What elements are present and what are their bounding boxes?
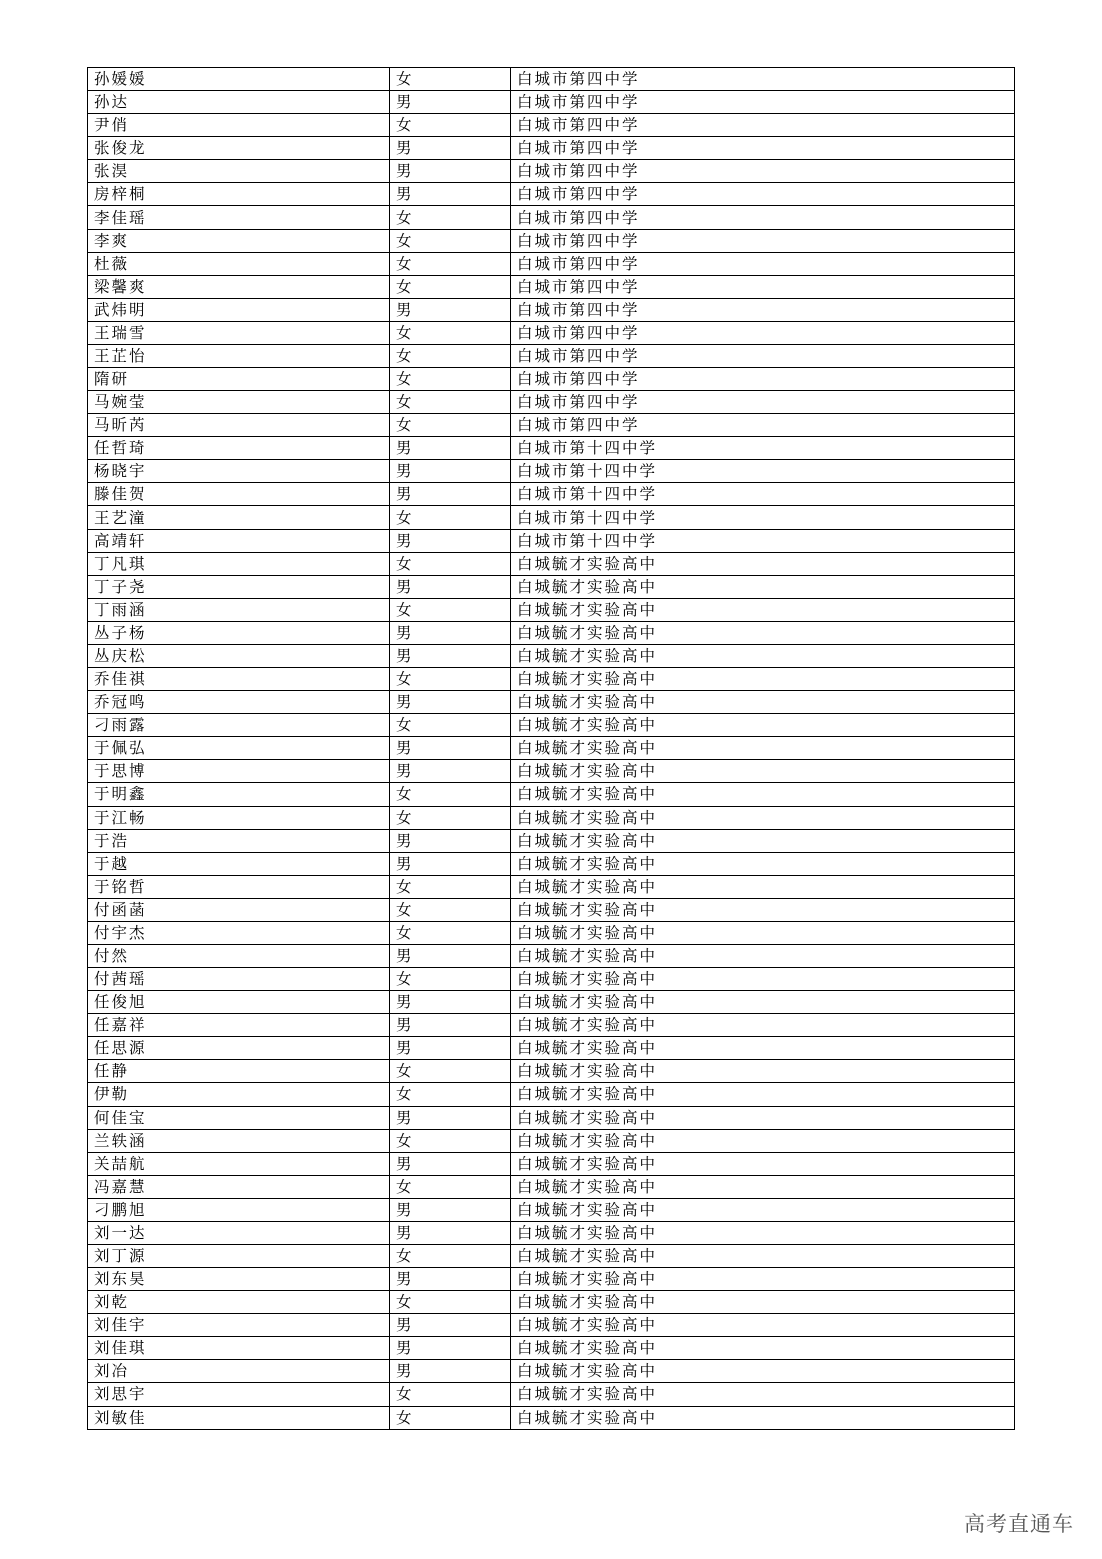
gender-cell: 男 (390, 852, 511, 875)
gender-cell: 女 (390, 1244, 511, 1267)
table-row (88, 598, 1015, 621)
table-row (88, 783, 1015, 806)
table-row (88, 575, 1015, 598)
school-cell: 白城市第四中学 (511, 160, 1015, 183)
gender-cell: 男 (390, 737, 511, 760)
gender-cell: 女 (390, 1383, 511, 1406)
school-cell: 白城毓才实验高中 (511, 1291, 1015, 1314)
school-cell: 白城毓才实验高中 (511, 852, 1015, 875)
student-name-cell: 王芷怡 (88, 344, 390, 367)
student-name-cell: 刘佳宇 (88, 1314, 390, 1337)
table-row (88, 1406, 1015, 1429)
table-row (88, 760, 1015, 783)
gender-cell: 男 (390, 1014, 511, 1037)
gender-cell: 男 (390, 1152, 511, 1175)
school-cell: 白城市第四中学 (511, 206, 1015, 229)
student-name-cell: 刘乾 (88, 1291, 390, 1314)
school-cell: 白城市第四中学 (511, 91, 1015, 114)
table-row (88, 968, 1015, 991)
table-row (88, 552, 1015, 575)
school-cell: 白城毓才实验高中 (511, 621, 1015, 644)
student-name-cell: 刘敏佳 (88, 1406, 390, 1429)
student-name-cell: 丁雨涵 (88, 598, 390, 621)
student-name-cell: 丛子杨 (88, 621, 390, 644)
school-cell: 白城市第四中学 (511, 321, 1015, 344)
table-row (88, 829, 1015, 852)
school-cell: 白城毓才实验高中 (511, 575, 1015, 598)
school-cell: 白城毓才实验高中 (511, 829, 1015, 852)
gender-cell: 女 (390, 898, 511, 921)
student-name-cell: 李爽 (88, 229, 390, 252)
school-cell: 白城毓才实验高中 (511, 1406, 1015, 1429)
school-cell: 白城毓才实验高中 (511, 1106, 1015, 1129)
school-cell: 白城市第十四中学 (511, 529, 1015, 552)
school-cell: 白城毓才实验高中 (511, 1037, 1015, 1060)
watermark-text: 高考直通车 (964, 1512, 1074, 1536)
student-name-cell: 刁鹏旭 (88, 1198, 390, 1221)
student-name-cell: 杨晓宇 (88, 460, 390, 483)
roster-body (88, 68, 1015, 1430)
table-row (88, 1083, 1015, 1106)
student-name-cell: 于明鑫 (88, 783, 390, 806)
gender-cell: 女 (390, 598, 511, 621)
school-cell: 白城市第四中学 (511, 68, 1015, 91)
student-name-cell: 高靖轩 (88, 529, 390, 552)
table-row (88, 1129, 1015, 1152)
gender-cell: 男 (390, 1360, 511, 1383)
gender-cell: 男 (390, 1198, 511, 1221)
gender-cell: 女 (390, 1060, 511, 1083)
gender-cell: 女 (390, 229, 511, 252)
table-row (88, 1360, 1015, 1383)
school-cell: 白城毓才实验高中 (511, 1083, 1015, 1106)
student-name-cell: 刘丁源 (88, 1244, 390, 1267)
school-cell: 白城毓才实验高中 (511, 644, 1015, 667)
gender-cell: 男 (390, 691, 511, 714)
gender-cell: 女 (390, 114, 511, 137)
gender-cell: 男 (390, 160, 511, 183)
gender-cell: 女 (390, 714, 511, 737)
student-name-cell: 付宇杰 (88, 921, 390, 944)
school-cell: 白城市第四中学 (511, 391, 1015, 414)
student-name-cell: 兰轶涵 (88, 1129, 390, 1152)
school-cell: 白城毓才实验高中 (511, 921, 1015, 944)
school-cell: 白城毓才实验高中 (511, 875, 1015, 898)
school-cell: 白城毓才实验高中 (511, 1244, 1015, 1267)
gender-cell: 女 (390, 1406, 511, 1429)
student-name-cell: 王艺潼 (88, 506, 390, 529)
gender-cell: 男 (390, 91, 511, 114)
gender-cell: 女 (390, 321, 511, 344)
student-name-cell: 何佳宝 (88, 1106, 390, 1129)
gender-cell: 男 (390, 460, 511, 483)
student-name-cell: 丛庆松 (88, 644, 390, 667)
table-row (88, 1337, 1015, 1360)
table-row (88, 414, 1015, 437)
student-name-cell: 武炜明 (88, 298, 390, 321)
table-row (88, 944, 1015, 967)
school-cell: 白城毓才实验高中 (511, 552, 1015, 575)
gender-cell: 男 (390, 437, 511, 460)
student-name-cell: 于佩弘 (88, 737, 390, 760)
gender-cell: 男 (390, 1037, 511, 1060)
gender-cell: 女 (390, 968, 511, 991)
student-name-cell: 关喆航 (88, 1152, 390, 1175)
gender-cell: 男 (390, 1314, 511, 1337)
student-name-cell: 刘佳琪 (88, 1337, 390, 1360)
school-cell: 白城毓才实验高中 (511, 1268, 1015, 1291)
gender-cell: 女 (390, 344, 511, 367)
school-cell: 白城市第四中学 (511, 344, 1015, 367)
student-name-cell: 刘思宇 (88, 1383, 390, 1406)
gender-cell: 男 (390, 1337, 511, 1360)
school-cell: 白城毓才实验高中 (511, 783, 1015, 806)
student-name-cell: 梁馨爽 (88, 275, 390, 298)
school-cell: 白城毓才实验高中 (511, 1152, 1015, 1175)
school-cell: 白城市第十四中学 (511, 483, 1015, 506)
school-cell: 白城毓才实验高中 (511, 1014, 1015, 1037)
table-row (88, 714, 1015, 737)
gender-cell: 女 (390, 921, 511, 944)
school-cell: 白城毓才实验高中 (511, 1337, 1015, 1360)
table-row (88, 991, 1015, 1014)
table-row (88, 68, 1015, 91)
school-cell: 白城市第四中学 (511, 229, 1015, 252)
table-row (88, 668, 1015, 691)
school-cell: 白城市第四中学 (511, 252, 1015, 275)
student-name-cell: 刘冶 (88, 1360, 390, 1383)
table-row (88, 368, 1015, 391)
table-row (88, 806, 1015, 829)
school-cell: 白城市第四中学 (511, 183, 1015, 206)
table-row (88, 460, 1015, 483)
school-cell: 白城毓才实验高中 (511, 991, 1015, 1014)
table-row (88, 483, 1015, 506)
student-name-cell: 尹俏 (88, 114, 390, 137)
school-cell: 白城市第四中学 (511, 137, 1015, 160)
table-row (88, 1314, 1015, 1337)
gender-cell: 女 (390, 252, 511, 275)
gender-cell: 男 (390, 991, 511, 1014)
gender-cell: 男 (390, 483, 511, 506)
table-row (88, 391, 1015, 414)
gender-cell: 女 (390, 391, 511, 414)
school-cell: 白城毓才实验高中 (511, 806, 1015, 829)
student-name-cell: 张淏 (88, 160, 390, 183)
student-name-cell: 张俊龙 (88, 137, 390, 160)
school-cell: 白城市第十四中学 (511, 437, 1015, 460)
student-name-cell: 冯嘉慧 (88, 1175, 390, 1198)
student-name-cell: 乔冠鸣 (88, 691, 390, 714)
school-cell: 白城毓才实验高中 (511, 1383, 1015, 1406)
table-row (88, 1268, 1015, 1291)
gender-cell: 女 (390, 1175, 511, 1198)
table-row (88, 137, 1015, 160)
school-cell: 白城毓才实验高中 (511, 1314, 1015, 1337)
table-row (88, 621, 1015, 644)
table-row (88, 229, 1015, 252)
table-row (88, 1383, 1015, 1406)
student-name-cell: 付函菡 (88, 898, 390, 921)
student-name-cell: 丁子尧 (88, 575, 390, 598)
student-name-cell: 任思源 (88, 1037, 390, 1060)
table-row (88, 1175, 1015, 1198)
student-name-cell: 滕佳贺 (88, 483, 390, 506)
table-row (88, 321, 1015, 344)
school-cell: 白城毓才实验高中 (511, 898, 1015, 921)
gender-cell: 女 (390, 783, 511, 806)
student-name-cell: 孙媛媛 (88, 68, 390, 91)
gender-cell: 女 (390, 552, 511, 575)
gender-cell: 男 (390, 298, 511, 321)
student-name-cell: 王瑞雪 (88, 321, 390, 344)
school-cell: 白城毓才实验高中 (511, 968, 1015, 991)
table-row (88, 1106, 1015, 1129)
school-cell: 白城毓才实验高中 (511, 1129, 1015, 1152)
table-row (88, 737, 1015, 760)
student-name-cell: 于浩 (88, 829, 390, 852)
student-name-cell: 伊勒 (88, 1083, 390, 1106)
student-name-cell: 隋研 (88, 368, 390, 391)
table-row (88, 206, 1015, 229)
student-name-cell: 刁雨露 (88, 714, 390, 737)
table-row (88, 298, 1015, 321)
table-row (88, 1244, 1015, 1267)
table-row (88, 1152, 1015, 1175)
gender-cell: 男 (390, 944, 511, 967)
student-name-cell: 任嘉祥 (88, 1014, 390, 1037)
gender-cell: 女 (390, 875, 511, 898)
table-row (88, 529, 1015, 552)
gender-cell: 男 (390, 760, 511, 783)
gender-cell: 女 (390, 668, 511, 691)
table-row (88, 437, 1015, 460)
school-cell: 白城毓才实验高中 (511, 944, 1015, 967)
student-name-cell: 于越 (88, 852, 390, 875)
school-cell: 白城毓才实验高中 (511, 598, 1015, 621)
table-row (88, 1014, 1015, 1037)
gender-cell: 女 (390, 368, 511, 391)
student-name-cell: 丁凡琪 (88, 552, 390, 575)
gender-cell: 男 (390, 529, 511, 552)
student-name-cell: 李佳瑶 (88, 206, 390, 229)
table-row (88, 1060, 1015, 1083)
school-cell: 白城市第四中学 (511, 114, 1015, 137)
table-row (88, 1037, 1015, 1060)
table-row (88, 252, 1015, 275)
gender-cell: 女 (390, 506, 511, 529)
school-cell: 白城毓才实验高中 (511, 1060, 1015, 1083)
gender-cell: 男 (390, 644, 511, 667)
table-row (88, 160, 1015, 183)
school-cell: 白城市第十四中学 (511, 460, 1015, 483)
student-name-cell: 任俊旭 (88, 991, 390, 1014)
table-row (88, 921, 1015, 944)
gender-cell: 男 (390, 1268, 511, 1291)
table-row (88, 1198, 1015, 1221)
school-cell: 白城毓才实验高中 (511, 1175, 1015, 1198)
school-cell: 白城毓才实验高中 (511, 737, 1015, 760)
table-row (88, 183, 1015, 206)
school-cell: 白城毓才实验高中 (511, 668, 1015, 691)
gender-cell: 男 (390, 575, 511, 598)
table-row (88, 691, 1015, 714)
gender-cell: 男 (390, 1221, 511, 1244)
table-row (88, 644, 1015, 667)
table-row (88, 852, 1015, 875)
table-row (88, 91, 1015, 114)
student-name-cell: 任哲琦 (88, 437, 390, 460)
gender-cell: 女 (390, 206, 511, 229)
school-cell: 白城毓才实验高中 (511, 1221, 1015, 1244)
gender-cell: 女 (390, 1291, 511, 1314)
school-cell: 白城毓才实验高中 (511, 714, 1015, 737)
gender-cell: 女 (390, 1129, 511, 1152)
school-cell: 白城毓才实验高中 (511, 1198, 1015, 1221)
student-roster-table (87, 67, 1015, 1430)
student-name-cell: 任静 (88, 1060, 390, 1083)
table-row (88, 275, 1015, 298)
student-name-cell: 孙达 (88, 91, 390, 114)
gender-cell: 女 (390, 275, 511, 298)
school-cell: 白城毓才实验高中 (511, 1360, 1015, 1383)
gender-cell: 男 (390, 1106, 511, 1129)
table-row (88, 114, 1015, 137)
table-row (88, 1291, 1015, 1314)
school-cell: 白城市第四中学 (511, 414, 1015, 437)
school-cell: 白城毓才实验高中 (511, 760, 1015, 783)
student-name-cell: 马昕芮 (88, 414, 390, 437)
table-row (88, 875, 1015, 898)
table-row (88, 506, 1015, 529)
school-cell: 白城毓才实验高中 (511, 691, 1015, 714)
student-name-cell: 于铭哲 (88, 875, 390, 898)
student-name-cell: 房梓桐 (88, 183, 390, 206)
gender-cell: 男 (390, 137, 511, 160)
gender-cell: 男 (390, 829, 511, 852)
student-name-cell: 乔佳祺 (88, 668, 390, 691)
gender-cell: 女 (390, 68, 511, 91)
gender-cell: 男 (390, 183, 511, 206)
school-cell: 白城市第四中学 (511, 275, 1015, 298)
student-name-cell: 付茜瑶 (88, 968, 390, 991)
table-row (88, 344, 1015, 367)
gender-cell: 女 (390, 806, 511, 829)
gender-cell: 男 (390, 621, 511, 644)
gender-cell: 女 (390, 414, 511, 437)
school-cell: 白城市第四中学 (511, 368, 1015, 391)
student-name-cell: 刘东昊 (88, 1268, 390, 1291)
table-row (88, 898, 1015, 921)
school-cell: 白城市第四中学 (511, 298, 1015, 321)
student-name-cell: 于江畅 (88, 806, 390, 829)
gender-cell: 女 (390, 1083, 511, 1106)
student-name-cell: 杜薇 (88, 252, 390, 275)
student-name-cell: 刘一达 (88, 1221, 390, 1244)
table-row (88, 1221, 1015, 1244)
student-name-cell: 付然 (88, 944, 390, 967)
school-cell: 白城市第十四中学 (511, 506, 1015, 529)
student-name-cell: 马婉莹 (88, 391, 390, 414)
student-name-cell: 于思博 (88, 760, 390, 783)
